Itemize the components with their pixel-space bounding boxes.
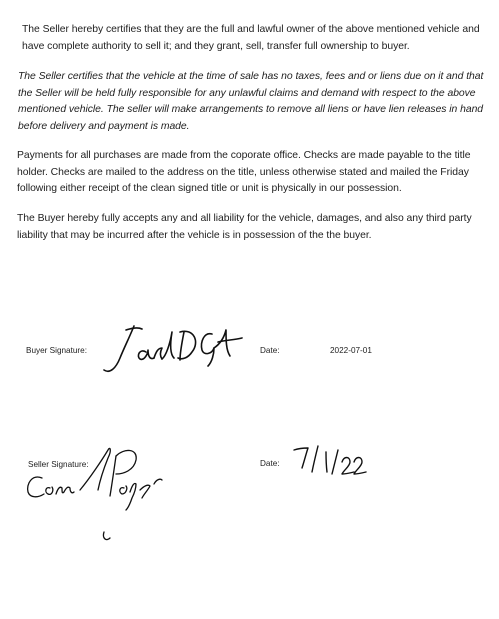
ownership-clause: The Seller hereby certifies that they are the full and lawful owner of the above mentioned vehicle and have complete authority to sell it; and they grant, sell, transfer full ownership to buyer. (22, 24, 480, 52)
seller-signature-label: Seller Signature: (28, 460, 89, 469)
buyer-signature (96, 318, 256, 382)
buyer-date-label: Date: (260, 346, 280, 355)
liability-clause: The Buyer hereby fully accepts any and all liability for the vehicle, damages, and also any third party liability that may be incurred after the vehicle is in possession of the the buyer. (17, 213, 472, 241)
seller-date-handwritten (290, 442, 370, 482)
payments-clause: Payments for all purchases are made from the coporate office. Checks are made payable to the title holder. Checks are mailed to the address on the title, unless otherwise stated and mailed the Friday following either receipt of the clean signed title or unit is physically in our possession. (17, 150, 471, 194)
seller-date-label: Date: (260, 459, 280, 468)
liens-clause: The Seller certifies that the vehicle at the time of sale has no taxes, fees and or liens due on it and that the Seller will be held fully responsible for any unlawful claims and demand with respect to the above mentioned vehicle. The seller will make arrangements to remove all liens or have lien releases in hand before delivery and payment is made. (18, 71, 484, 132)
buyer-date-value: 2022-07-01 (330, 346, 372, 355)
buyer-signature-label: Buyer Signature: (26, 346, 87, 355)
seller-signature (20, 440, 180, 550)
